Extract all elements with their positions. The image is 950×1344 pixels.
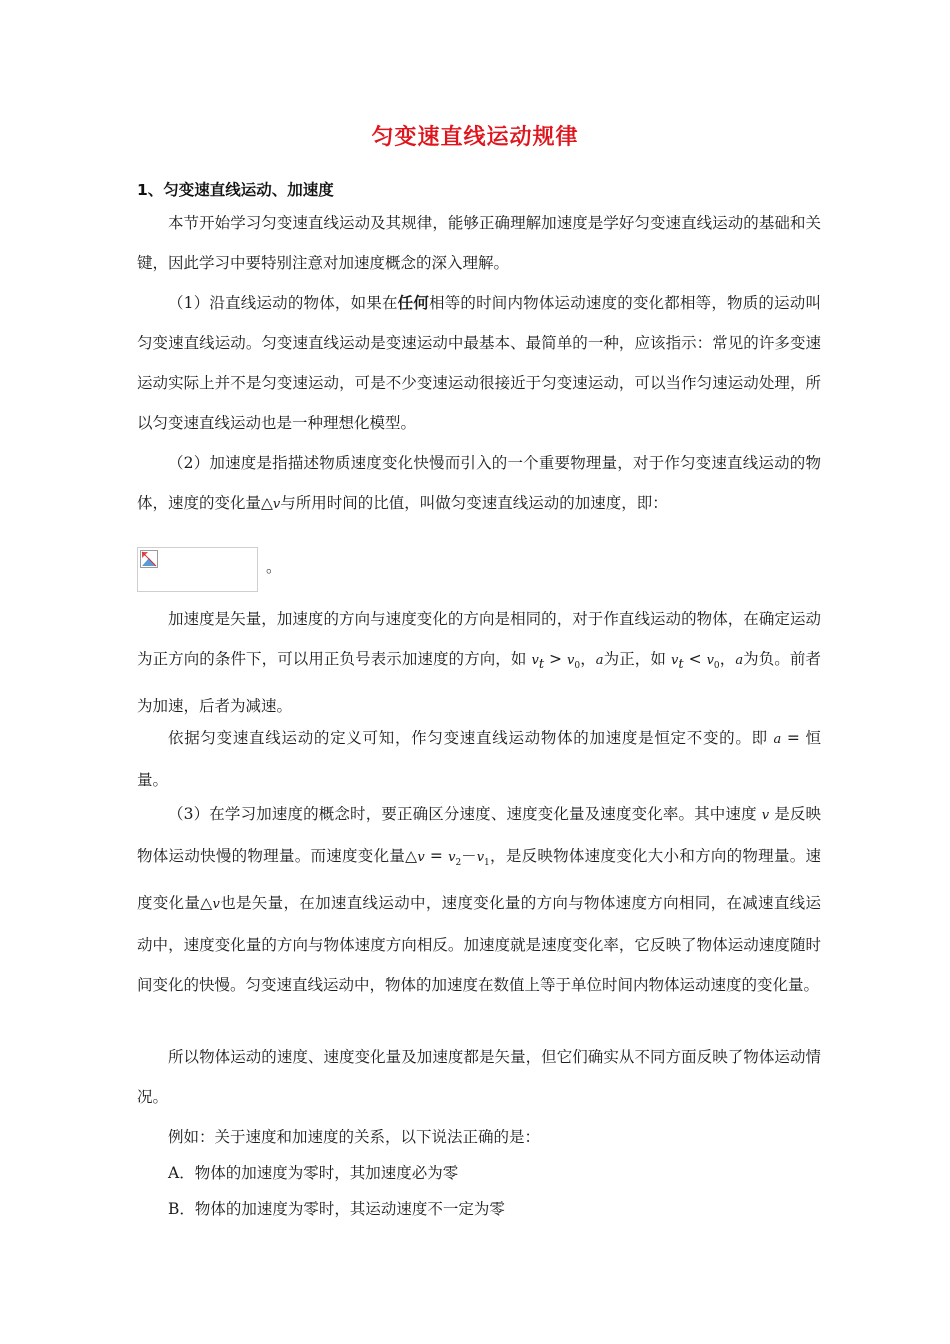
- paragraph-3: [137, 599, 821, 726]
- example-question: 例如：关于速度和加速度的关系，以下说法正确的是：: [168, 1128, 541, 1146]
- p5-v-2-sub: 2: [455, 858, 462, 869]
- p2-text-before: （2）加速度是指描述物质速度变化快慢而引入的一个重要物理量，对于作匀变速直线运动的物体，速度的变化量△: [137, 454, 821, 512]
- paragraph-4: [137, 718, 821, 800]
- p3-a1: a: [595, 653, 604, 668]
- formula-image-placeholder: [137, 547, 258, 592]
- p3-v02: v: [706, 653, 714, 668]
- p2-v-symbol: v: [272, 497, 281, 512]
- paragraph-2: [137, 443, 821, 525]
- p3-vt: v: [531, 653, 539, 668]
- p3-text-3: 为正，如: [603, 650, 671, 668]
- p3-text-1: 加速度是矢量，加速度的方向与速度变化的方向是相同的，对于作直线运动的物体，在确定运动为正方向的条件下，可以用正负号表示加速度的方向，如: [137, 610, 821, 668]
- paragraph-5: [137, 794, 821, 1005]
- p3-vt-sub: t: [538, 657, 545, 673]
- section-heading: 1、匀变速直线运动、加速度: [137, 181, 334, 199]
- p5-text-2: 是反映物体运动快慢的物理量。而速度变化量△: [137, 805, 821, 865]
- p3-vt2-sub: t: [678, 657, 684, 673]
- p3-a2: a: [735, 653, 744, 668]
- option-b: B．物体的加速度为零时，其运动速度不一定为零: [168, 1200, 505, 1218]
- p1-emphasis: 任何: [397, 294, 430, 312]
- p3-less-than: <: [683, 650, 707, 668]
- p3-v0-sub: 0: [574, 661, 581, 672]
- page-title: 匀变速直线运动规律: [371, 125, 579, 150]
- p5-v-1-sub: 1: [484, 858, 490, 869]
- p5-v3: v: [212, 897, 220, 913]
- intro-paragraph: 本节开始学习匀变速直线运动及其规律，能够正确理解加速度是学好匀变速直线运动的基础和关键，因此学习中要特别注意对加速度概念的深入理解。: [137, 214, 821, 272]
- p5-text-3: =: [424, 847, 449, 865]
- p4-a: a: [773, 732, 782, 747]
- p5-text-4: ，是反映物体速度变化大小和方向的物理量。速度变化量△: [137, 847, 821, 913]
- p3-text-2: ，: [580, 650, 596, 668]
- p3-text-5: 为负。前者为加速，后者为减速。: [137, 650, 821, 716]
- p4-text-2: = 恒量。: [137, 729, 821, 789]
- p3-vt2: v: [670, 653, 679, 668]
- p3-v0: v: [567, 653, 575, 668]
- p1-text-before: （1）沿直线运动的物体，如果在: [168, 294, 398, 312]
- p5-v-2: v: [448, 850, 456, 865]
- p2-text-after: 与所用时间的比值，叫做匀变速直线运动的加速度，即：: [280, 494, 668, 512]
- formula-period: 。: [266, 558, 282, 576]
- p4-text-1: 依据匀变速直线运动的定义可知，作匀变速直线运动物体的加速度是恒定不变的。即: [168, 729, 774, 747]
- p3-greater-than: >: [544, 650, 568, 668]
- p5-text-5: 也是矢量，在加速直线运动中，速度变化量的方向与物体速度方向相同，在减速直线运动中，速度变化量的方向与物体速度方向相反。加速度就是速度变化率，它反映了物体运动速度随时间变化的快慢。匀变速直线运动中，物体的加速度在数值上等于单位时间内物体运动速度的变化量。: [137, 894, 821, 995]
- paragraph-6: 所以物体运动的速度、速度变化量及加速度都是矢量，但它们确实从不同方面反映了物体运动情况。: [137, 1048, 821, 1106]
- p3-v02-sub: 0: [713, 661, 720, 672]
- p5-v-1: v: [476, 850, 485, 865]
- p5-v: v: [761, 808, 770, 823]
- option-a: A．物体的加速度为零时，其加速度必为零: [168, 1164, 459, 1182]
- paragraph-1: [137, 283, 821, 443]
- p5-text-1: （3）在学习加速度的概念时，要正确区分速度、速度变化量及速度变化率。其中速度: [168, 805, 762, 823]
- p5-minus: －: [461, 847, 477, 865]
- p3-text-4: ，: [719, 650, 736, 668]
- p5-v2: v: [417, 850, 425, 865]
- p1-text-after: 相等的时间内物体运动速度的变化都相等，物质的运动叫匀变速直线运动。匀变速直线运动是变速运动中最基本、最简单的一种，应该指示：常见的许多变速运动实际上并不是匀变速运动，可是不少变速运动很接近于匀变速运动，可以当作匀速运动处理，所以匀变速直线运动也是一种理想化模型。: [137, 294, 821, 432]
- broken-image-icon: [140, 550, 158, 568]
